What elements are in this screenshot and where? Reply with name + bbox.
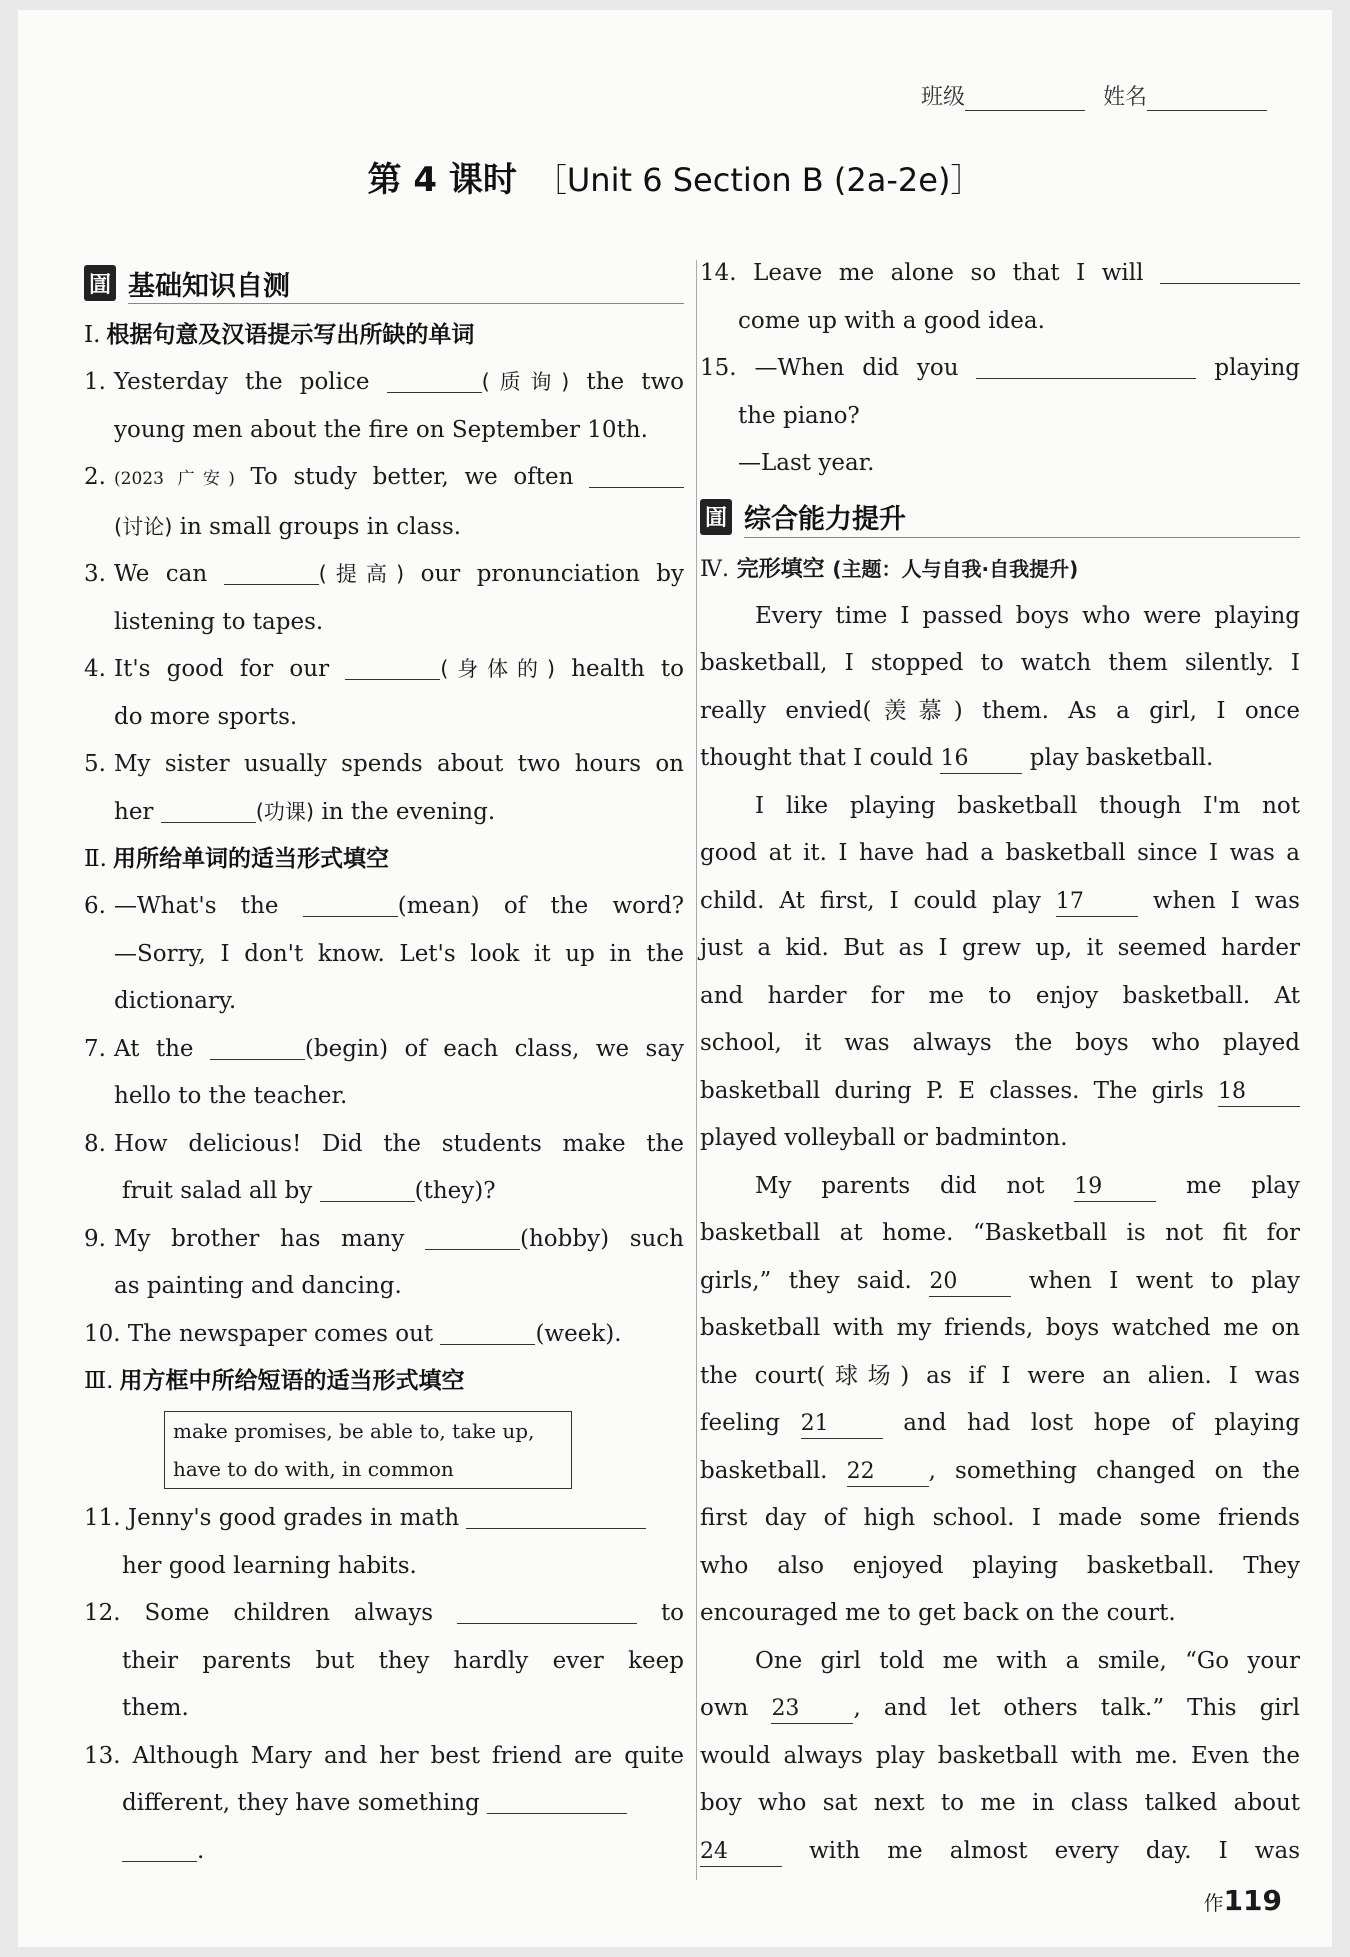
part-1-heading: Ⅰ. 根据句意及汉语提示写出所缺的单词: [84, 322, 475, 348]
cloze-blank[interactable]: 19: [1074, 1173, 1156, 1202]
question-13-cont: different, they have something: [84, 1780, 684, 1828]
answer-blank[interactable]: [487, 1791, 627, 1814]
section-badge-icon: 圁: [700, 499, 732, 535]
phrase-box: make promises, be able to, take up, have to do with, in common: [164, 1411, 572, 1489]
page-number: 作119: [1203, 1884, 1282, 1917]
cloze-blank[interactable]: 21: [801, 1410, 883, 1439]
answer-blank[interactable]: [161, 800, 256, 823]
question-13: 13. Although Mary and her best friend are quite: [84, 1742, 684, 1769]
cloze-passage: Every time I passed boys who were playing basketball, I stopped to watch them silently. I really envied(羡慕) them. As a girl, I once thought that I could 16 play basketball. I like playing basketball though I'm not good at it. I have had a basketball since I was a child. At first, I could play 17 when I was just a kid. But as I grew up, it seemed harder and harder for me to enjoy basketball. At school, it was always the boys who played basketball during P. E classes. The girls 18 played volleyball or badminton. My parents did not 19 me play basketball at home. “Basketball is not fit for girls,” they said. 20 when I went to play basketball with my friends, boys watched me on the court(球场) as if I were an alien. I was feeling 21 and had lost hope of playing basketball. 22 , something changed on the first day of high school. I made some friends who also enjoyed playing basketball. They encouraged me to get back on the court. One girl told me with a smile, “Go your own 23 , and let others talk.” This girl would always play basketball with me. Even the boy who sat next to me in class talked about 24 with me almost every day. I was: [700, 593, 1300, 1876]
question-4: 4. It's good for our (身体的) health to: [84, 656, 685, 682]
answer-blank[interactable]: [303, 894, 398, 917]
question-6-reply: —Sorry, I don't know. Let's look it up in the: [114, 940, 684, 967]
question-9: 9. My brother has many (hobby) such: [84, 1225, 684, 1252]
part-3-heading: Ⅲ. 用方框中所给短语的适当形式填空: [84, 1368, 465, 1394]
answer-blank[interactable]: [589, 465, 684, 488]
question-15-cont: the piano?: [738, 402, 860, 429]
question-7-cont: hello to the teacher.: [114, 1083, 348, 1109]
question-1-cont: young men about the fire on September 10th.: [114, 416, 648, 443]
answer-blank[interactable]: [387, 370, 482, 393]
answer-blank[interactable]: [425, 1227, 520, 1250]
cloze-blank[interactable]: 18: [1218, 1078, 1300, 1107]
question-2: 2. (2023 广安) To study better, we often: [84, 454, 684, 504]
question-13-cont2: .: [84, 1828, 684, 1876]
part-4-heading: Ⅳ. 完形填空 (主题：人与自我·自我提升): [700, 556, 1079, 582]
part-2-heading: Ⅱ. 用所给单词的适当形式填空: [84, 846, 389, 872]
cloze-blank[interactable]: 22: [847, 1458, 929, 1487]
question-14: 14. Leave me alone so that I will: [700, 250, 1300, 298]
question-6-cont: dictionary.: [114, 988, 237, 1014]
answer-blank[interactable]: [440, 1322, 535, 1345]
name-class-bar: [921, 80, 1267, 111]
question-3: 3. We can (提高) our pronunciation by: [84, 561, 685, 587]
cloze-blank[interactable]: 23: [771, 1695, 853, 1724]
question-11: 11. Jenny's good grades in math: [84, 1495, 684, 1543]
cloze-blank[interactable]: 20: [929, 1268, 1011, 1297]
question-9-cont: as painting and dancing.: [114, 1273, 402, 1299]
question-10: 10. The newspaper comes out (week).: [84, 1320, 622, 1347]
answer-blank[interactable]: [210, 1037, 305, 1060]
answer-blank[interactable]: [320, 1179, 415, 1202]
question-15-reply: —Last year.: [738, 450, 875, 476]
question-8: 8. How delicious! Did the students make the: [84, 1130, 684, 1157]
answer-blank[interactable]: [976, 356, 1196, 379]
name-field[interactable]: 姓名: [1103, 80, 1267, 111]
answer-blank[interactable]: [122, 1839, 197, 1862]
cloze-blank[interactable]: 17: [1056, 888, 1138, 917]
question-14-cont: come up with a good idea.: [738, 307, 1045, 334]
question-7: 7. At the (begin) of each class, we say: [84, 1035, 685, 1062]
column-divider: [696, 260, 697, 1880]
cloze-blank[interactable]: 16: [940, 745, 1022, 774]
right-column: [700, 250, 1300, 1875]
class-field[interactable]: 班级: [921, 80, 1085, 111]
question-5: 5. My sister usually spends about two hours on: [84, 751, 684, 777]
question-4-cont: do more sports.: [114, 703, 298, 730]
question-3-cont: listening to tapes.: [114, 608, 324, 635]
answer-blank[interactable]: [1160, 261, 1300, 284]
question-1: 1. Yesterday the police (质询) the two: [84, 369, 685, 395]
question-11-cont: her good learning habits.: [122, 1552, 417, 1579]
question-12: 12. Some children always to: [84, 1600, 685, 1626]
question-2-cont: (讨论) in small groups in class.: [114, 513, 462, 540]
answer-blank[interactable]: [224, 562, 319, 585]
cloze-blank[interactable]: 24: [700, 1838, 782, 1867]
worksheet-page: [18, 10, 1332, 1947]
section-basic-knowledge: 圁 基础知识自测: [84, 260, 684, 306]
question-12-cont: their parents but they hardly ever keep: [122, 1647, 684, 1674]
lesson-title: 第 4 课时 ［Unit 6 Section B (2a-2e)］: [367, 160, 983, 200]
left-column: [84, 260, 684, 1875]
answer-blank[interactable]: [345, 657, 440, 680]
answer-blank[interactable]: [457, 1601, 637, 1624]
section-badge-icon: 圁: [84, 265, 116, 301]
answer-blank[interactable]: [466, 1506, 646, 1529]
question-5-cont: her (功课) in the evening.: [114, 798, 496, 825]
question-8-cont: fruit salad all by (they)?: [122, 1178, 496, 1204]
question-6: 6. —What's the (mean) of the word?: [84, 893, 685, 919]
section-ability: 圁 综合能力提升: [700, 494, 1300, 540]
question-12-cont2: them.: [122, 1695, 189, 1721]
question-15: 15. —When did you playing: [700, 355, 1301, 381]
